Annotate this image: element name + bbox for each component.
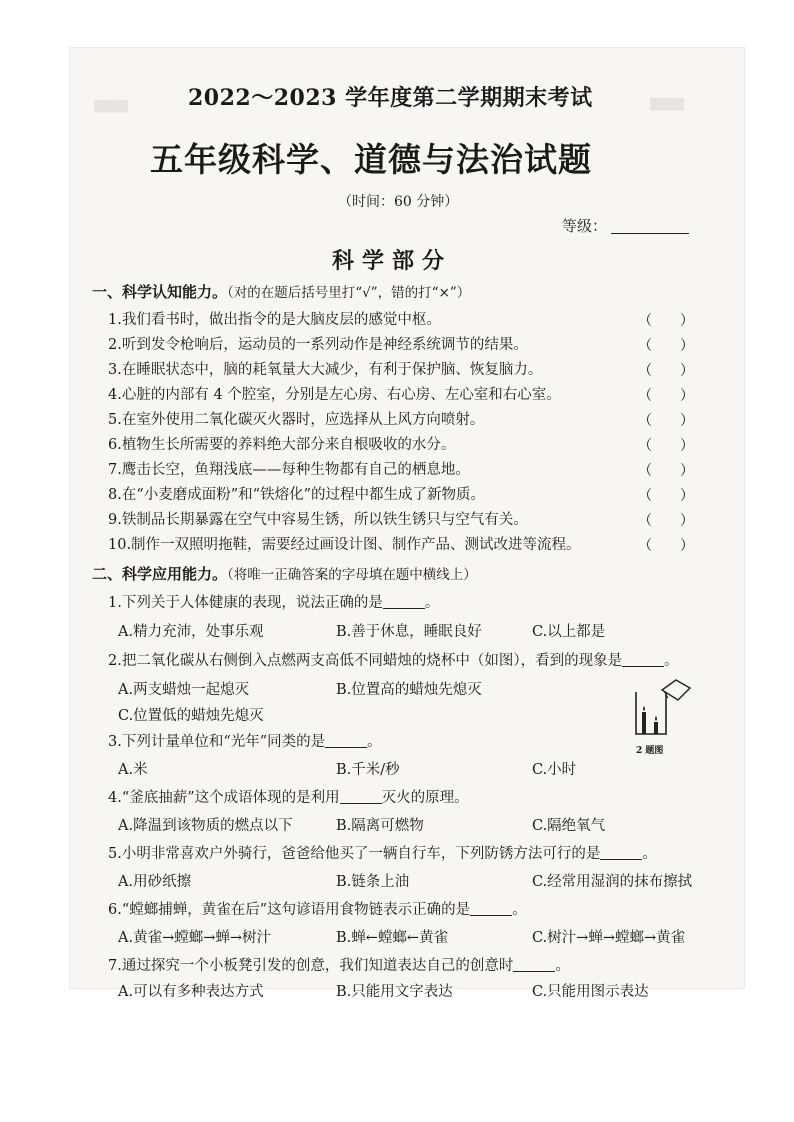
bleed-through-text: ▒▒▒▒ <box>650 98 684 111</box>
tf-item-8: 8.在“小麦磨成面粉”和“铁熔化”的过程中都生成了新物质。 <box>108 487 485 503</box>
part1-heading <box>92 282 470 303</box>
part1-heading-note: （对的在题后括号里打“√”，错的打“×”） <box>227 285 471 301</box>
tall-candle <box>642 712 646 734</box>
option-c: C.小时 <box>532 762 577 778</box>
answer-blank[interactable] <box>622 666 664 667</box>
part2-heading-text: 二、科学应用能力。 <box>92 565 228 583</box>
option-a: A.黄雀→螳螂→蝉→树汁 <box>118 930 272 946</box>
tf-answer-5[interactable]: （ ） <box>638 413 694 429</box>
exam-time: （时间：60 分钟） <box>338 194 459 210</box>
option-b: B.隔离可燃物 <box>336 818 424 834</box>
option-b: B.善于休息，睡眠良好 <box>336 624 482 640</box>
tf-item-5: 5.在室外使用二氧化碳灭火器时，应选择从上风方向喷射。 <box>108 412 485 428</box>
exam-sheet <box>70 48 744 988</box>
answer-blank[interactable] <box>513 971 555 972</box>
tf-answer-9[interactable]: （ ） <box>638 513 694 529</box>
question-tail: 灭火的原理。 <box>381 790 469 806</box>
option-c: C.只能用图示表达 <box>532 984 649 1000</box>
question-tail: 。 <box>512 902 527 918</box>
answer-blank[interactable] <box>600 859 642 860</box>
option-a: A.降温到该物质的燃点以下 <box>118 818 293 834</box>
answer-blank[interactable] <box>383 608 425 609</box>
mc-question-1 <box>108 593 439 613</box>
grade-label: 等级： <box>562 217 608 235</box>
question-tail: 。 <box>642 846 657 862</box>
tf-answer-4[interactable]: （ ） <box>638 388 694 404</box>
mc-question-2 <box>108 651 679 671</box>
exam-subject-title: 五年级科学、道德与法治试题 <box>150 140 592 179</box>
question-text: 4.“釜底抽薪”这个成语体现的是利用 <box>108 790 340 806</box>
option-b: B.蝉←螳螂←黄雀 <box>336 930 449 946</box>
tf-answer-8[interactable]: （ ） <box>638 488 694 504</box>
tf-answer-1[interactable]: （ ） <box>638 313 694 329</box>
tf-answer-10[interactable]: （ ） <box>638 538 694 554</box>
option-a: A.米 <box>118 762 148 778</box>
mc-question-6 <box>108 900 527 920</box>
tf-item-7: 7.鹰击长空，鱼翔浅底——每种生物都有自己的栖息地。 <box>108 462 470 478</box>
figure-caption: 2 题图 <box>636 746 664 756</box>
short-candle <box>654 722 658 734</box>
question-tail: 。 <box>424 595 440 611</box>
flame-icon <box>643 706 645 711</box>
bleed-through-text: ▒▒▒▒ <box>94 100 128 113</box>
tf-item-4: 4.心脏的内部有 4 个腔室，分别是左心房、右心房、左心室和右心室。 <box>108 387 561 403</box>
question-text: 2.把二氧化碳从右侧倒入点燃两支高低不同蜡烛的烧杯中（如图），看到的现象是 <box>108 653 623 669</box>
tf-answer-6[interactable]: （ ） <box>638 438 694 454</box>
beaker <box>636 692 666 734</box>
tf-answer-3[interactable]: （ ） <box>638 363 694 379</box>
answer-blank[interactable] <box>470 915 512 916</box>
option-a: A.可以有多种表达方式 <box>118 984 264 1000</box>
mc-question-4 <box>108 788 469 808</box>
tf-answer-7[interactable]: （ ） <box>638 463 694 479</box>
question-text: 7.通过探究一个小板凳引发的创意，我们知道表达自己的创意时 <box>108 958 514 974</box>
tf-item-2: 2.听到发令枪响后，运动员的一系列动作是神经系统调节的结果。 <box>108 337 528 353</box>
answer-blank[interactable] <box>340 803 382 804</box>
option-b: B.只能用文字表达 <box>336 984 453 1000</box>
option-b: B.位置高的蜡烛先熄灭 <box>336 682 482 698</box>
question-tail: 。 <box>555 958 570 974</box>
mc-question-3 <box>108 732 382 752</box>
option-c: C.树汁→蝉→螳螂→黄雀 <box>532 930 686 946</box>
question-tail: 。 <box>664 653 679 669</box>
exam-title: 2022～2023 学年度第二学期期末考试 <box>188 85 593 111</box>
option-c: C.以上都是 <box>532 624 606 640</box>
tf-item-1: 1.我们看书时，做出指令的是大脑皮层的感觉中枢。 <box>108 312 441 328</box>
grade-blank[interactable] <box>611 233 689 234</box>
option-a: A.精力充沛，处事乐观 <box>118 624 264 640</box>
option-b: B.链条上油 <box>336 874 410 890</box>
option-a: A.用砂纸擦 <box>118 874 192 890</box>
question-text: 5.小明非常喜欢户外骑行，爸爸给他买了一辆自行车，下列防锈方法可行的是 <box>108 846 601 862</box>
part2-heading <box>92 564 477 585</box>
question-text: 3.下列计量单位和“光年”同类的是 <box>108 734 326 750</box>
tf-item-9: 9.铁制品长期暴露在空气中容易生锈，所以铁生锈只与空气有关。 <box>108 512 528 528</box>
option-c: C.隔绝氧气 <box>532 818 606 834</box>
grade-field <box>562 216 689 236</box>
tf-answer-2[interactable]: （ ） <box>638 338 694 354</box>
mc-question-7 <box>108 956 570 976</box>
tf-item-3: 3.在睡眠状态中，脑的耗氧量大大减少，有利于保护脑、恢复脑力。 <box>108 362 543 378</box>
mc-question-5 <box>108 844 657 864</box>
option-b: B.千米/秒 <box>336 762 400 778</box>
tf-item-10: 10.制作一双照明拖鞋，需要经过画设计图、制作产品、测试改进等流程。 <box>108 537 581 553</box>
tf-item-6: 6.植物生长所需要的养料绝大部分来自根吸收的水分。 <box>108 437 456 453</box>
section-title: 科学部分 <box>332 248 453 274</box>
question-text: 1.下列关于人体健康的表现，说法正确的是 <box>108 595 383 611</box>
part1-heading-text: 一、科学认知能力。 <box>92 283 228 301</box>
beaker-candle-figure <box>632 678 692 736</box>
question-tail: 。 <box>367 734 382 750</box>
flame-icon <box>655 716 657 721</box>
answer-blank[interactable] <box>325 747 367 748</box>
question-text: 6.“螳螂捕蝉，黄雀在后”这句谚语用食物链表示正确的是 <box>108 902 471 918</box>
option-c: C.位置低的蜡烛先熄灭 <box>118 708 264 724</box>
option-c: C.经常用湿润的抹布擦拭 <box>532 874 693 890</box>
option-a: A.两支蜡烛一起熄灭 <box>118 682 250 698</box>
part2-heading-note: （将唯一正确答案的字母填在题中横线上） <box>227 567 477 583</box>
